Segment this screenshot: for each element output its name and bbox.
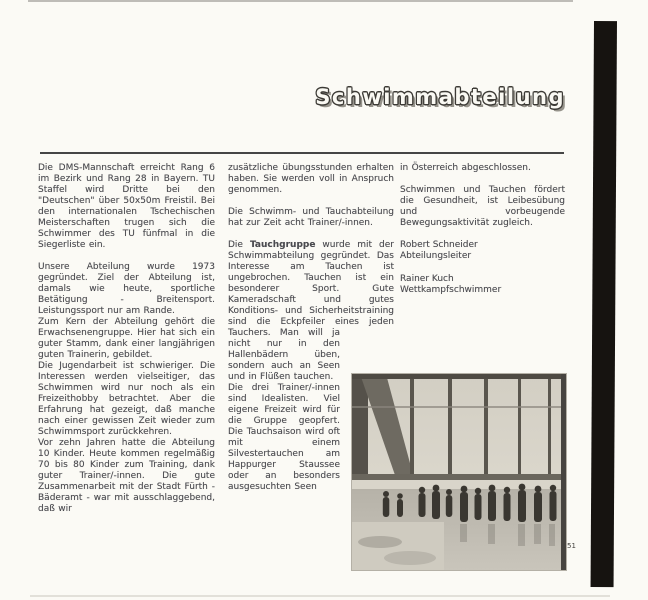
scan-edge-top-line [28, 0, 573, 2]
paragraph: Die Schwimm- und Tauchabteilung hat zur Zeit acht Trainer/-innen. [228, 207, 394, 228]
signature-role: Abteilungsleiter [400, 251, 472, 261]
signature-role: Wettkampfschwimmer [400, 285, 502, 295]
signature-name: Robert Schneider [400, 240, 478, 250]
scan-edge-bottom-line [30, 595, 610, 597]
signature-name: Rainer Kuch [400, 274, 454, 284]
paragraph: Die Jugendarbeit ist schwieriger. Die Interessen werden vielseitiger, das Schwimmen wird nur noch als ein Freizeithobby betrachtet. Aber die Erfahrung hat gezeigt, daß manche nach einer gewissen Zeit wieder zum Schwimmsport zurückkehren. [38, 361, 215, 437]
paragraph: Die drei Trainer/-innen sind Idealisten. Viel eigene Freizeit wird für die Gruppe geopfert. Die Tauchsaison wird oft mit einem Silvestertauchen am Happurger Staussee oder an besonders ausgesuchten Seen [228, 383, 340, 492]
signature-block [400, 274, 565, 296]
paragraph-text: Die [228, 240, 250, 250]
pool-photo [352, 374, 566, 570]
text-column-3 [400, 163, 565, 296]
paragraph: zusätzliche übungsstunden erhalten haben. Sie werden voll in Anspruch genommen. [228, 163, 394, 195]
paragraph-text: wurde mit der Schwimmabteilung gegründet. Das Interesse am Tauchen ist ungebrochen. Tauchen ist ein besonderer Sport. Gute Kameradschaft und gutes Konditions- und Sicherheitstraining sind die Eckpfeiler eines jeden Tauchers. Man will ja nicht nur in den Hallenbädern üben, sondern auch an Seen und in Flüßen tauchen. [228, 240, 394, 382]
paragraph: Unsere Abteilung wurde 1973 gegründet. Ziel der Abteilung ist, damals wie heute, sportliche Betätigung - Breitensport. Leistungssport nur am Rande. [38, 262, 215, 316]
pool-photo-illustration [352, 374, 566, 570]
paragraph: Die DMS-Mannschaft erreicht Rang 6 im Bezirk und Rang 28 in Bayern. TU Staffel wird Dritte bei den "Deutschen" über 50x50m Freistil. Bei den internationalen Tschechischen Meisterschaften trugen sich die Schwimmer des TU fünfmal in die Siegerliste ein. [38, 163, 215, 250]
text-column-1 [38, 163, 215, 515]
paragraph: Vor zehn Jahren hatte die Abteilung 10 Kinder. Heute kommen regelmäßig 70 bis 80 Kinder zum Training, dank guter Trainer/-innen. Die gute Zusammenarbeit mit der Stadt Fürth - Bäderamt - war mit ausschlaggebend, daß wir [38, 438, 215, 514]
paragraph: in Österreich abgeschlossen. [400, 163, 531, 173]
page-number: 51 [567, 542, 576, 550]
paragraph: Zum Kern der Abteilung gehört die Erwachsenengruppe. Hier hat sich ein guter Stamm, dank einer langjährigen guten Trainerin, gebildet. [38, 317, 215, 360]
header-divider-rule [40, 152, 564, 154]
page-title: Schwimmabteilung [315, 85, 565, 109]
signature-block [400, 240, 565, 262]
bold-keyword-tauchgruppe: Tauchgruppe [249, 240, 316, 250]
paragraph: Schwimmen und Tauchen fördert die Gesundheit, ist Leibesübung und vorbeugende Bewegungsaktivität zugleich. [400, 185, 565, 228]
page-edge-black-bar [591, 21, 617, 587]
